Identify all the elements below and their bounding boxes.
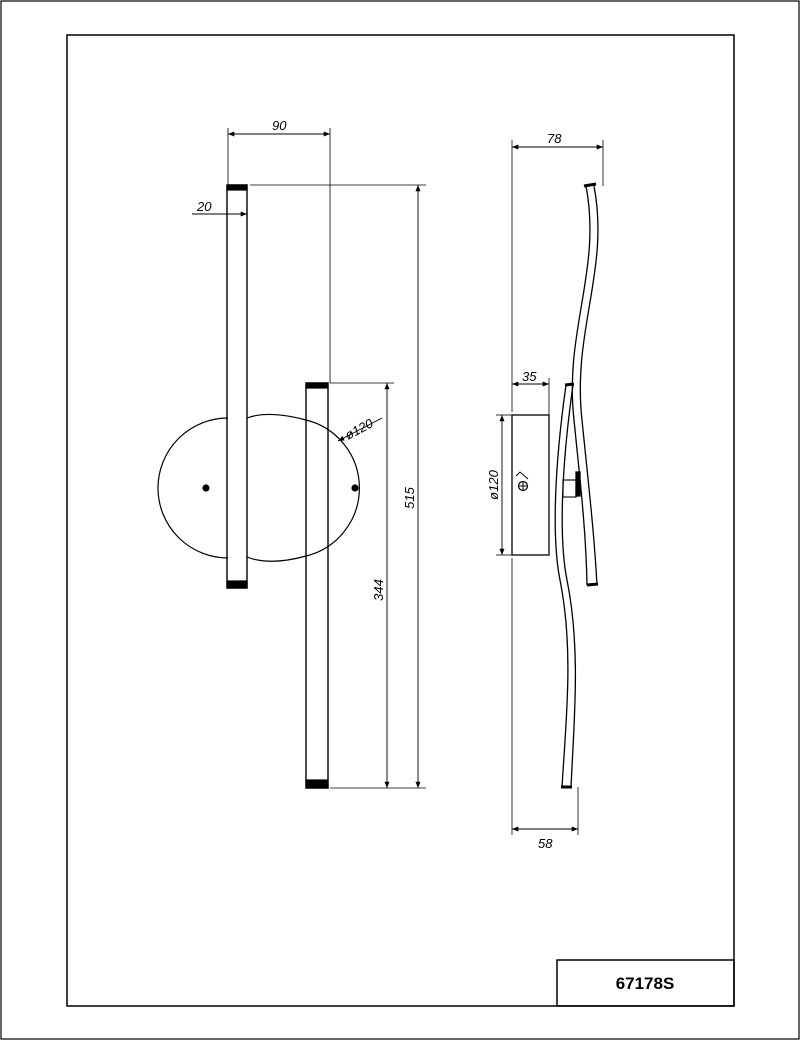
title-block (557, 960, 734, 1006)
screw-right (352, 485, 358, 491)
arm-mount (563, 480, 576, 497)
front-view (158, 185, 359, 788)
inner-frame (67, 35, 734, 1006)
outer-border (1, 1, 799, 1039)
bottom-depth-label: 58 (538, 836, 553, 851)
base-diameter-side-label: ø120 (486, 470, 501, 500)
upper-light-bar (227, 185, 247, 588)
bar-width-label: 20 (197, 199, 212, 214)
product-code: 67178S (615, 974, 675, 993)
base-plate-left-arc (158, 418, 228, 558)
base-diameter-front-label: ø120 (342, 415, 376, 443)
lower-bar-height-label: 344 (371, 579, 386, 601)
side-view (512, 184, 598, 787)
base-depth-label: 35 (522, 369, 537, 384)
width-total-label: 90 (272, 118, 287, 133)
lower-light-bar (306, 383, 328, 788)
upper-curved-bar (572, 184, 598, 585)
lower-curved-bar (555, 384, 575, 787)
side-dimensions (486, 131, 603, 851)
base-plate-bottom-arc (247, 556, 306, 561)
side-base (512, 415, 549, 555)
base-plate-top-arc (247, 414, 306, 420)
depth-total-label: 78 (547, 131, 562, 146)
screw-left (203, 485, 209, 491)
height-total-label: 515 (402, 487, 417, 509)
set-screw (516, 472, 528, 491)
